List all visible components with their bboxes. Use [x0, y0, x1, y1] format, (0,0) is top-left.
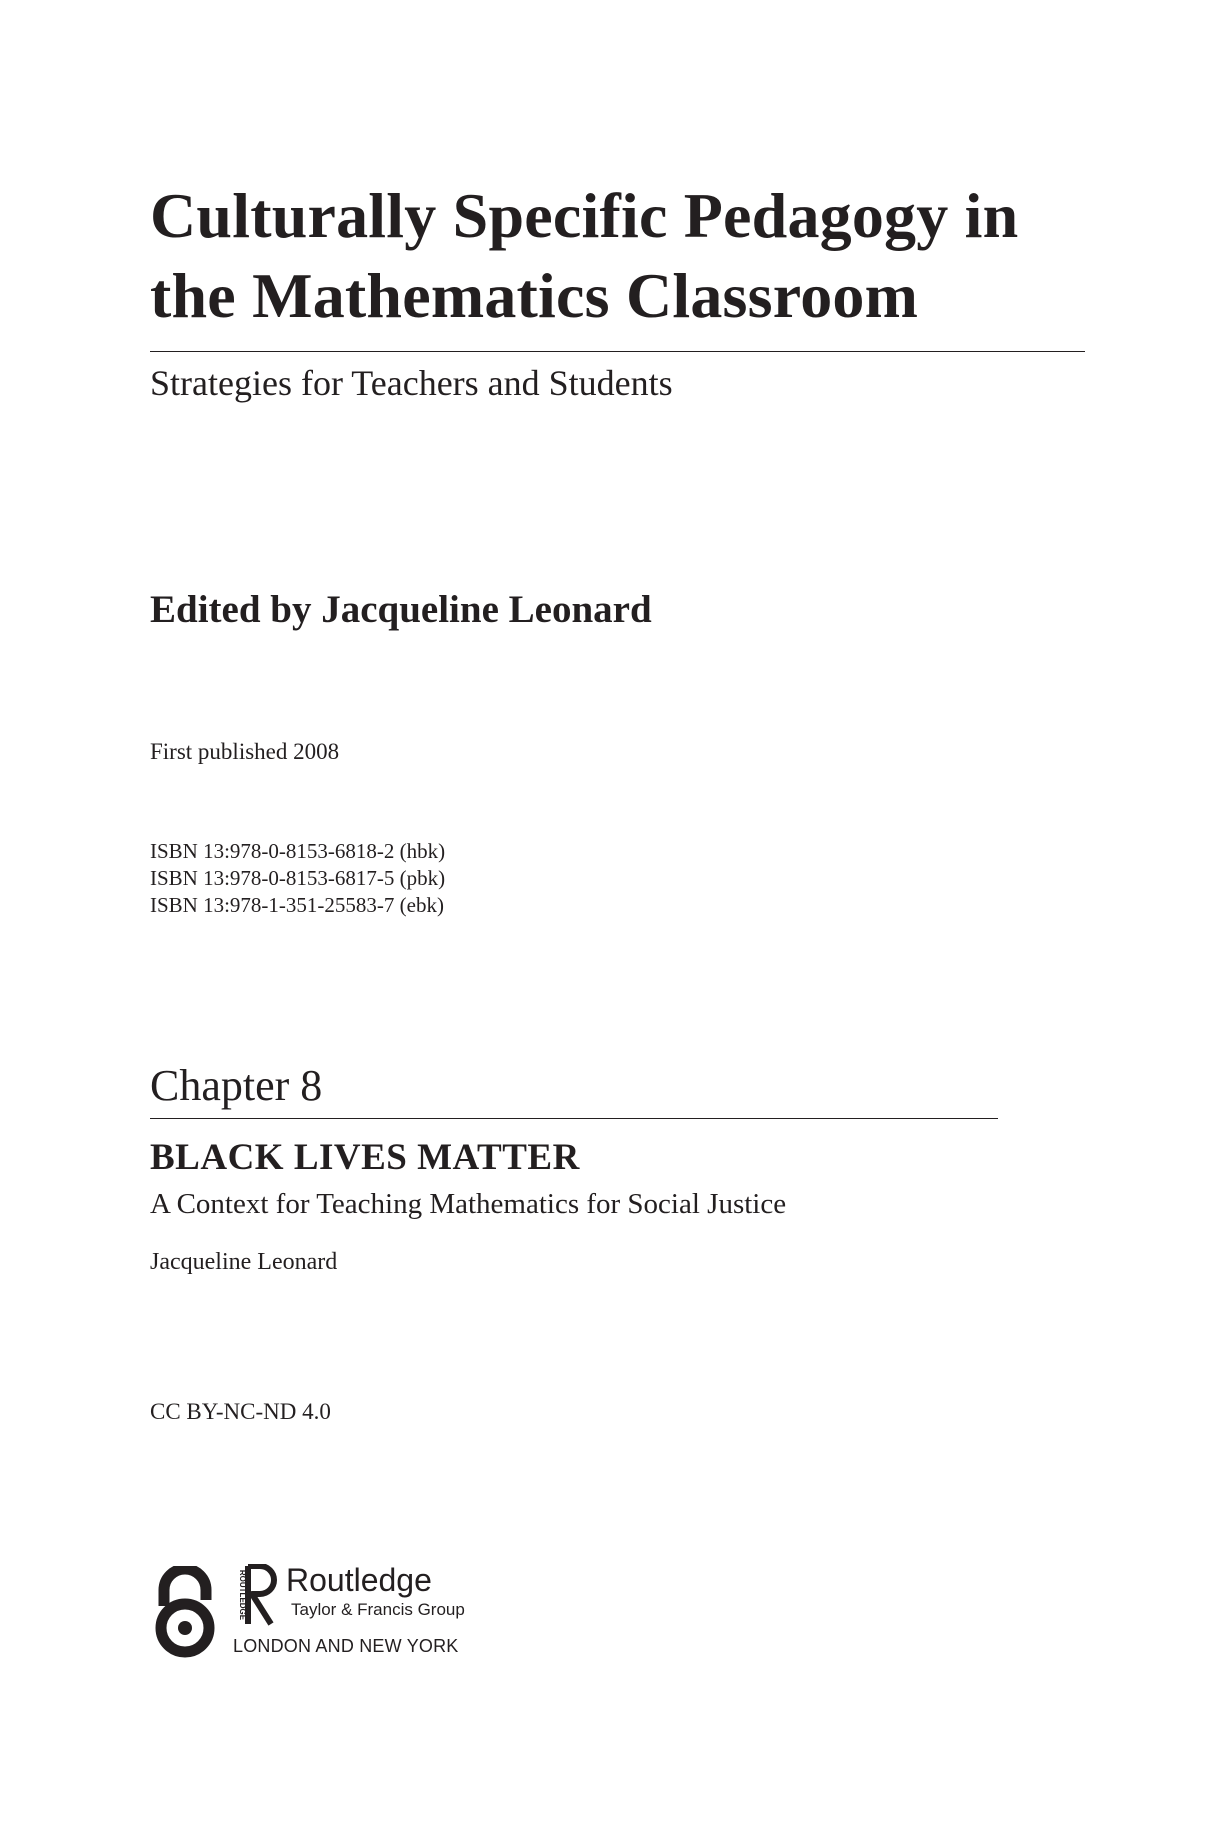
- book-title-line-2: the Mathematics Classroom: [150, 260, 919, 331]
- publisher-logo: [150, 1562, 490, 1672]
- routledge-r-icon: [233, 1564, 279, 1626]
- book-title: [150, 176, 1090, 336]
- chapter-author: Jacqueline Leonard: [150, 1249, 338, 1275]
- book-title-line-1: Culturally Specific Pedagogy in: [150, 180, 1019, 251]
- isbn-ebk: ISBN 13:978-1-351-25583-7 (ebk): [150, 893, 444, 917]
- chapter-subtitle: A Context for Teaching Mathematics for Social Justice: [150, 1188, 787, 1220]
- publisher-group: Taylor & Francis Group: [291, 1600, 465, 1619]
- chapter-title: BLACK LIVES MATTER: [150, 1137, 580, 1178]
- book-editor: Edited by Jacqueline Leonard: [150, 588, 652, 631]
- open-access-icon: [150, 1566, 220, 1658]
- publisher-name: Routledge: [286, 1562, 432, 1598]
- isbn-hbk: ISBN 13:978-0-8153-6818-2 (hbk): [150, 839, 446, 863]
- chapter-divider: [150, 1118, 998, 1119]
- routledge-vertical-text: ROUTLEDGE: [238, 1569, 247, 1621]
- license: CC BY-NC-ND 4.0: [150, 1399, 331, 1424]
- publisher-city: LONDON AND NEW YORK: [233, 1636, 459, 1656]
- title-divider: [150, 351, 1085, 352]
- book-subtitle: Strategies for Teachers and Students: [150, 363, 673, 403]
- isbn-pbk: ISBN 13:978-0-8153-6817-5 (pbk): [150, 866, 446, 890]
- first-published: First published 2008: [150, 739, 340, 764]
- isbn-list: [150, 838, 445, 919]
- chapter-label: Chapter 8: [150, 1061, 323, 1110]
